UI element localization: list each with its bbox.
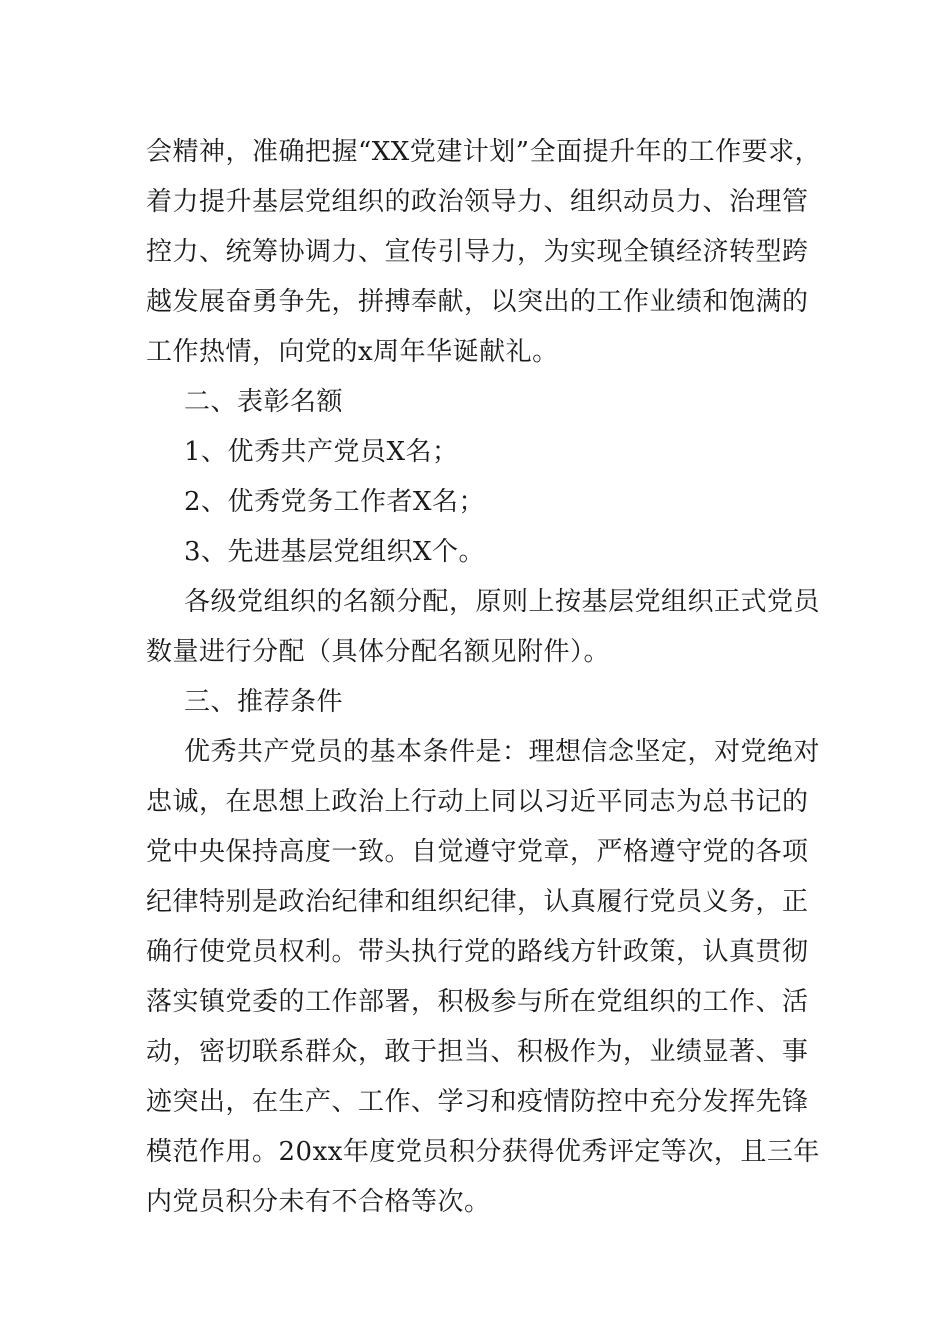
paragraph-line: 纪律特别是政治纪律和组织纪律，认真履行党员义务，正 (146, 887, 809, 917)
paragraph-line: 内党员积分未有不合格等次。 (146, 1187, 491, 1217)
section-heading-2: 二、表彰名额 (184, 387, 344, 417)
paragraph-line: 模范作用。20xx年度党员积分获得优秀评定等次，且三年 (146, 1137, 820, 1167)
paragraph-line: 数量进行分配（具体分配名额见附件）。 (146, 637, 611, 667)
paragraph-line: 会精神，准确把握“XX党建计划”全面提升年的工作要求， (146, 137, 822, 167)
paragraph-line: 优秀共产党员的基本条件是：理想信念坚定，对党绝对 (184, 737, 821, 767)
list-item-2: 2、优秀党务工作者X名； (184, 487, 486, 517)
paragraph-line: 落实镇党委的工作部署，积极参与所在党组织的工作、活 (146, 987, 809, 1017)
section-heading-3: 三、推荐条件 (184, 687, 344, 717)
list-item-3: 3、先进基层党组织X个。 (184, 537, 486, 567)
document-body (146, 127, 826, 1227)
list-item-1: 1、优秀共产党员X名； (184, 437, 459, 467)
paragraph-line: 忠诚，在思想上政治上行动上同以习近平同志为总书记的 (146, 787, 809, 817)
paragraph-line: 确行使党员权利。带头执行党的路线方针政策，认真贯彻 (146, 937, 809, 967)
paragraph-line: 着力提升基层党组织的政治领导力、组织动员力、治理管 (146, 187, 809, 217)
paragraph-line: 各级党组织的名额分配，原则上按基层党组织正式党员 (184, 587, 821, 617)
paragraph-line: 党中央保持高度一致。自觉遵守党章，严格遵守党的各项 (146, 837, 809, 867)
paragraph-line: 越发展奋勇争先，拼搏奉献，以突出的工作业绩和饱满的 (146, 287, 809, 317)
paragraph-line: 控力、统筹协调力、宣传引导力，为实现全镇经济转型跨 (146, 237, 809, 267)
paragraph-line: 工作热情，向党的x周年华诞献礼。 (146, 337, 559, 367)
paragraph-line: 动，密切联系群众，敢于担当、积极作为，业绩显著、事 (146, 1037, 809, 1067)
paragraph-line: 迹突出，在生产、工作、学习和疫情防控中充分发挥先锋 (146, 1087, 809, 1117)
